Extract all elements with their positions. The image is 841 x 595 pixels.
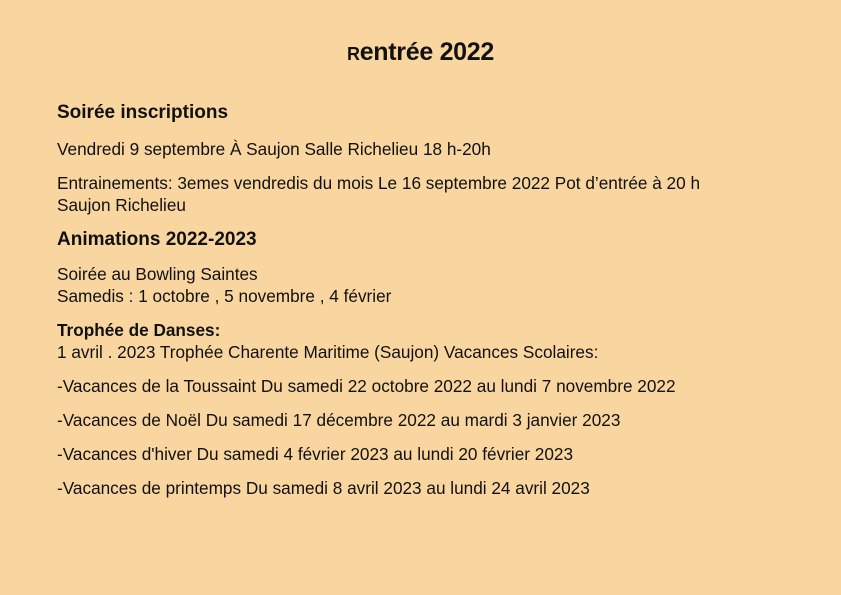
trophy-heading: Trophée de Danses: [57,320,221,340]
bowling-dates-line: Samedis : 1 octobre , 5 novembre , 4 février [57,286,392,306]
vacances-noel-line: -Vacances de Noël Du samedi 17 décembre 2022 au mardi 3 janvier 2023 [57,410,621,430]
page-title [0,38,841,67]
title-first-letter: R [346,44,360,64]
entrainements-location-line: Saujon Richelieu [57,195,186,215]
vacances-printemps-line: -Vacances de printemps Du samedi 8 avril 2023 au lundi 24 avril 2023 [57,478,590,498]
entrainements-line: Entrainements: 3emes vendredis du mois Le 16 septembre 2022 Pot d’entrée à 20 h [57,173,701,193]
title-rest: entrée 2022 [359,38,494,66]
vacances-hiver-line: -Vacances d'hiver Du samedi 4 février 2023 au lundi 20 février 2023 [57,444,574,464]
vacances-toussaint-line: -Vacances de la Toussaint Du samedi 22 octobre 2022 au lundi 7 novembre 2022 [57,376,676,396]
section-heading-inscriptions: Soirée inscriptions [57,102,229,123]
section-heading-animations: Animations 2022-2023 [57,229,257,250]
inscriptions-date-line: Vendredi 9 septembre À Saujon Salle Richelieu 18 h-20h [57,139,491,159]
bowling-line: Soirée au Bowling Saintes [57,264,258,284]
trophy-line: 1 avril . 2023 Trophée Charente Maritime (Saujon) Vacances Scolaires: [57,342,599,362]
